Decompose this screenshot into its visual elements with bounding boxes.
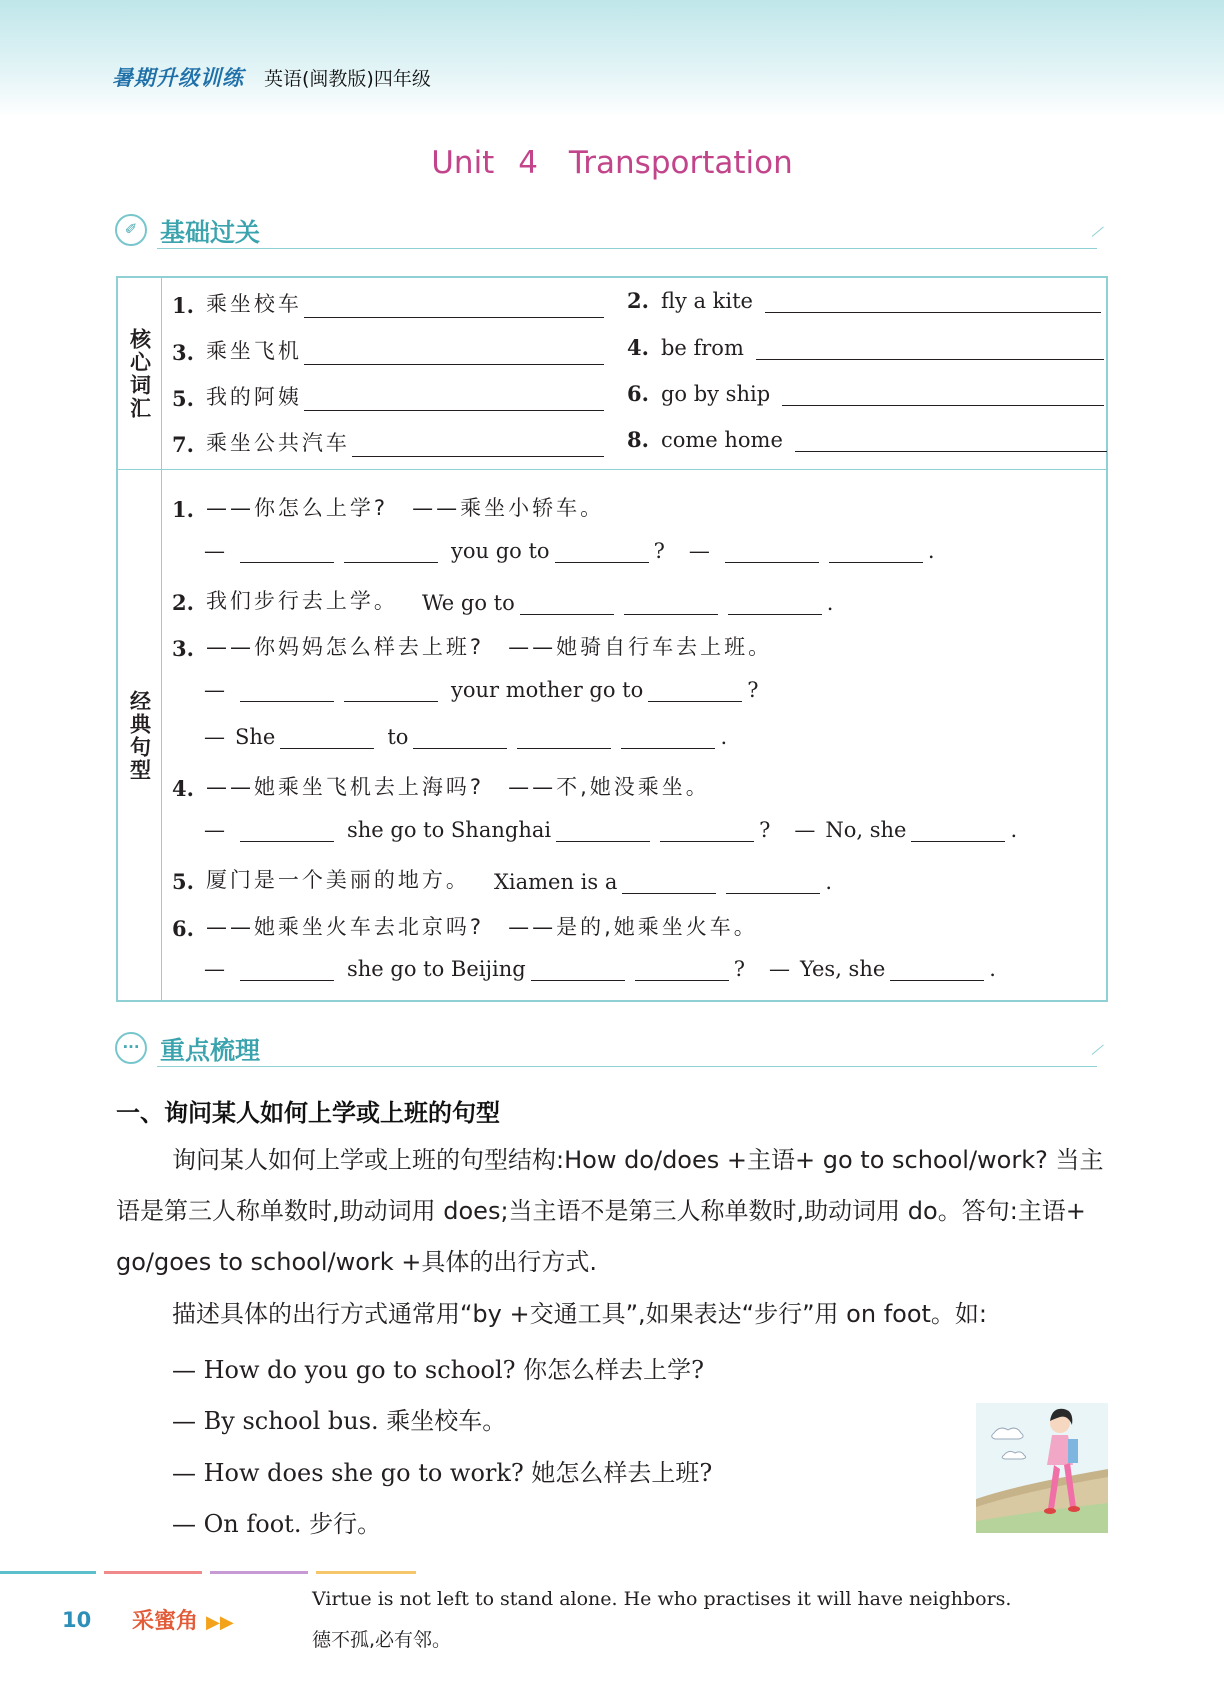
play-arrow-icon: ▶▶ xyxy=(206,1612,234,1633)
example-line: — How does she go to work? 她怎么样去上班? xyxy=(172,1459,713,1487)
footer-color-bar xyxy=(0,1571,420,1574)
answer-blank[interactable] xyxy=(782,383,1104,406)
answer-blank[interactable] xyxy=(531,960,625,981)
answer-blank[interactable] xyxy=(517,728,611,749)
vocab-item: 5. 我的阿姨 xyxy=(172,381,604,411)
compass-icon: ✐ xyxy=(115,214,147,246)
header-band xyxy=(0,0,1224,118)
answer-blank[interactable] xyxy=(304,388,604,411)
answer-blank[interactable] xyxy=(648,681,742,702)
vocab-item: 3. 乘坐飞机 xyxy=(172,335,604,365)
sentence-3-fill: — your mother go to ? xyxy=(204,678,759,702)
answer-blank[interactable] xyxy=(622,873,716,894)
sentence-6-fill: — she go to Beijing ? — Yes, she . xyxy=(204,957,996,981)
answer-blank[interactable] xyxy=(756,337,1104,360)
answer-blank[interactable] xyxy=(556,821,650,842)
quote-chinese: 德不孤,必有邻。 xyxy=(312,1629,452,1651)
answer-blank[interactable] xyxy=(765,290,1101,313)
sentence-1-prompt: 1. ——你怎么上学? ——乘坐小轿车。 xyxy=(172,496,605,522)
example-line: — On foot. 步行。 xyxy=(172,1510,382,1538)
section-divider xyxy=(157,1066,1097,1067)
speech-bubble-icon: ··· xyxy=(115,1032,147,1064)
answer-blank[interactable] xyxy=(890,960,984,981)
row-divider xyxy=(118,469,1106,470)
section-heading-key-points xyxy=(115,1030,1107,1070)
page-header xyxy=(112,62,431,92)
answer-blank[interactable] xyxy=(555,542,649,563)
quote-english: Virtue is not left to stand alone. He who practises it will have neighbors. xyxy=(312,1588,1012,1610)
section-heading-basics xyxy=(115,212,1107,252)
sentence-2: 2. 我们步行去上学。 We go to . xyxy=(172,589,834,615)
answer-blank[interactable] xyxy=(240,821,334,842)
answer-blank[interactable] xyxy=(280,728,374,749)
sentence-1-fill: — you go to ? — . xyxy=(204,539,935,563)
notes-heading: 一、询问某人如何上学或上班的句型 xyxy=(116,1099,500,1127)
answer-blank[interactable] xyxy=(795,429,1107,452)
sentence-4-fill: — she go to Shanghai ? — No, she . xyxy=(204,818,1018,842)
answer-blank[interactable] xyxy=(352,434,604,457)
answer-blank[interactable] xyxy=(621,728,715,749)
vocab-item: 8. come home xyxy=(627,427,1107,452)
sentence-6-prompt: 6. ——她乘坐火车去北京吗? ——是的,她乘坐火车。 xyxy=(172,915,758,941)
girl-walking-illustration xyxy=(976,1403,1108,1533)
vocab-row-label: 核心词汇 xyxy=(118,278,162,469)
section-label: 基础过关 xyxy=(160,218,261,247)
answer-blank[interactable] xyxy=(911,821,1005,842)
sentence-3-answer: — She to . xyxy=(204,725,728,749)
sentence-3-prompt: 3. ——你妈妈怎么样去上班? ——她骑自行车去上班。 xyxy=(172,635,773,661)
answer-blank[interactable] xyxy=(304,295,604,318)
section-label: 重点梳理 xyxy=(160,1036,261,1065)
answer-blank[interactable] xyxy=(520,594,614,615)
answer-blank[interactable] xyxy=(304,342,604,365)
answer-blank[interactable] xyxy=(344,681,438,702)
sentence-4-prompt: 4. ——她乘坐飞机去上海吗? ——不,她没乘坐。 xyxy=(172,775,710,801)
notes-paragraph-2: 描述具体的出行方式通常用“by +交通工具”,如果表达“步行”用 on foot。如: xyxy=(172,1300,988,1328)
answer-blank[interactable] xyxy=(240,681,334,702)
notes-paragraph-1: 询问某人如何上学或上班的句型结构:How do/does +主语+ go to school/work? 当主语是第三人称单数时,助动词用 does;当主语不是第三人称单数时,助动词用 do。答句:主语+ go/goes to school/work +具体的出行方式. xyxy=(116,1146,1104,1276)
answer-blank[interactable] xyxy=(726,873,820,894)
brand-logo: 暑期升级训练 xyxy=(112,66,244,90)
answer-blank[interactable] xyxy=(240,542,334,563)
sentence-row-label: 经典句型 xyxy=(118,470,162,1002)
vocab-item: 4. be from xyxy=(627,335,1104,360)
answer-blank[interactable] xyxy=(344,542,438,563)
answer-blank[interactable] xyxy=(829,542,923,563)
answer-blank[interactable] xyxy=(624,594,718,615)
unit-title: Unit 4 Transportation xyxy=(431,145,793,181)
answer-blank[interactable] xyxy=(413,728,507,749)
answer-blank[interactable] xyxy=(728,594,822,615)
sentence-5: 5. 厦门是一个美丽的地方。 Xiamen is a . xyxy=(172,868,833,894)
quote-corner-label: 采蜜角 ▶▶ xyxy=(132,1609,234,1634)
answer-blank[interactable] xyxy=(240,960,334,981)
vocab-item: 7. 乘坐公共汽车 xyxy=(172,427,604,457)
vocab-item: 6. go by ship xyxy=(627,381,1104,406)
vocab-item: 1. 乘坐校车 xyxy=(172,288,604,318)
answer-blank[interactable] xyxy=(660,821,754,842)
book-title: 英语(闽教版)四年级 xyxy=(264,67,431,90)
section-divider xyxy=(157,248,1097,249)
page-number: 10 xyxy=(62,1608,92,1632)
answer-blank[interactable] xyxy=(635,960,729,981)
vocab-item: 2. fly a kite xyxy=(627,288,1101,313)
example-line: — By school bus. 乘坐校车。 xyxy=(172,1407,507,1435)
example-line: — How do you go to school? 你怎么样去上学? xyxy=(172,1356,705,1384)
answer-blank[interactable] xyxy=(725,542,819,563)
